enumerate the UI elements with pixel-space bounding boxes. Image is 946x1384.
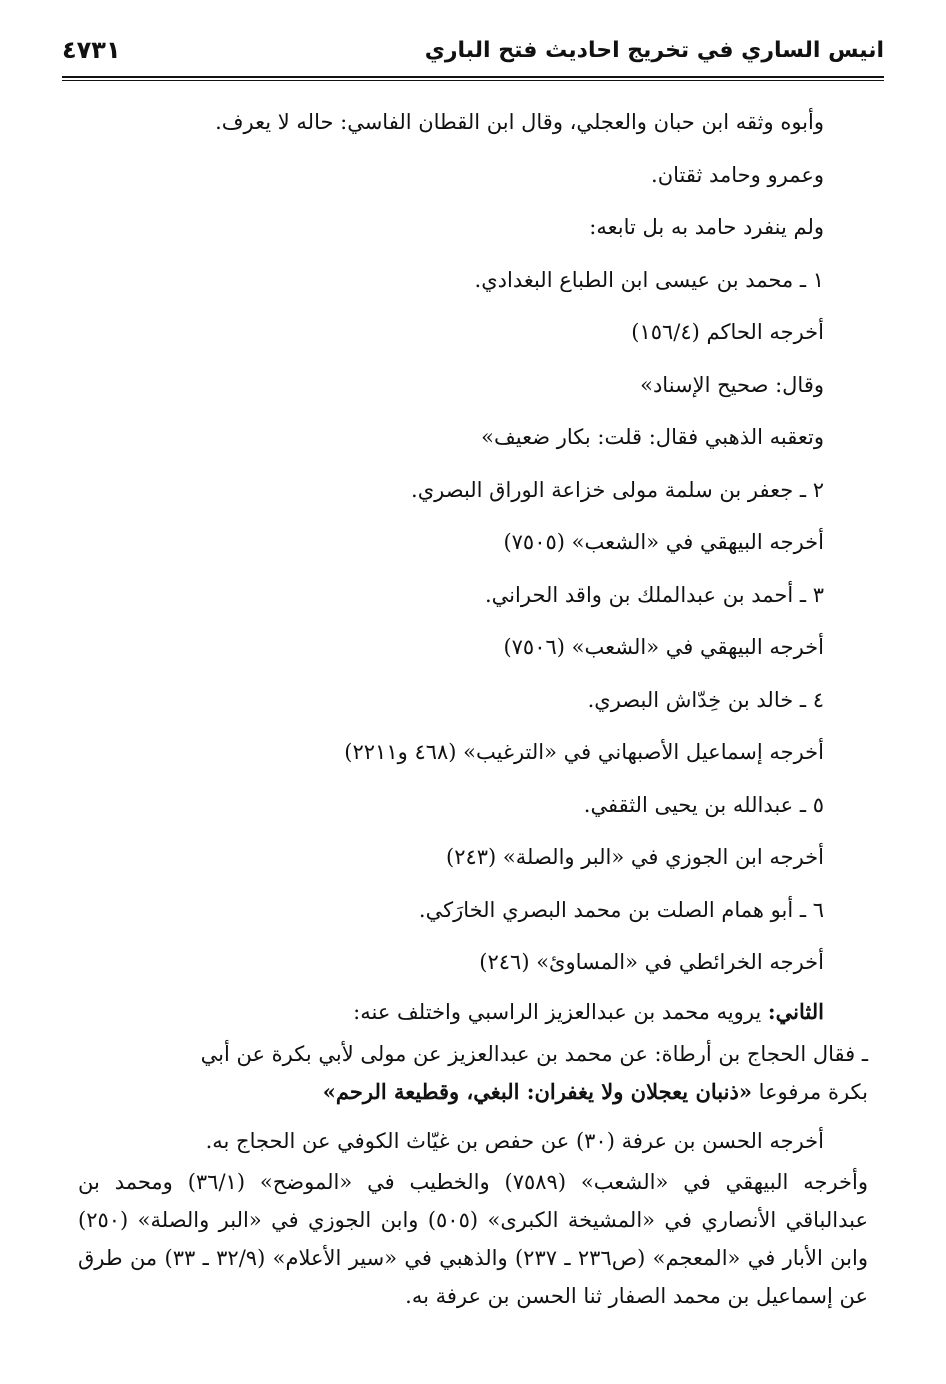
text-line: وقال: صحيح الإسناد» xyxy=(640,372,824,397)
text-line: وأبوه وثقه ابن حبان والعجلي، وقال ابن القطان الفاسي: حاله لا يعرف. xyxy=(215,110,824,134)
list-item: ٣ ـ أحمد بن عبدالملك بن واقد الحراني. xyxy=(485,582,824,607)
citation-line: أخرجه ابن الجوزي في «البر والصلة» (٢٤٣) xyxy=(445,845,824,869)
page-number: ٤٧٣١ xyxy=(62,36,121,64)
second-text: يرويه محمد بن عبدالعزيز الراسبي واختلف عنه: xyxy=(353,999,768,1024)
hasan-line: أخرجه الحسن بن عرفة (٣٠) عن حفص بن غيّاث الكوفي عن الحجاج به. xyxy=(205,1128,824,1153)
hadith-text: «ذنبان يعجلان ولا يغفران: البغي، وقطيعة الرحم» xyxy=(322,1078,752,1104)
citation-line: أخرجه البيهقي في «الشعب» (٧٥٠٥) xyxy=(503,530,824,554)
citation-line: أخرجه البيهقي في «الشعب» (٧٥٠٦) xyxy=(503,635,824,659)
list-item: ٤ ـ خالد بن خِدّاش البصري. xyxy=(587,687,824,712)
citation-line: أخرجه إسماعيل الأصبهاني في «الترغيب» (٤٦٨ و٢٢١١) xyxy=(344,740,824,764)
citation-line: أخرجه الخرائطي في «المساوئ» (٢٤٦) xyxy=(479,950,824,974)
second-route-line xyxy=(78,989,824,1035)
running-title: انيس الساري في تخريج احاديث فتح الباري xyxy=(424,38,884,63)
hajjaj-line-2 xyxy=(78,1073,868,1111)
list-item: ٦ ـ أبو همام الصلت بن محمد البصري الخارَكي. xyxy=(418,897,824,922)
final-paragraph: وأخرجه البيهقي في «الشعب» (٧٥٨٩) والخطيب في «الموضح» (٣٦/١) ومحمد بن عبدالباقي الأنصاري في «المشيخة الكبرى» (٥٠٥) وابن الجوزي في «البر والصلة» (٢٥٠) وابن الأبار في «المعجم» (ص٢٣٦ ـ ٢٣٧) والذهبي في «سير الأعلام» (٣٢/٩ ـ ٣٣) من طرق عن إسماعيل بن محمد الصفار ثنا الحسن بن عرفة به. xyxy=(78,1169,868,1308)
text-line: وتعقبه الذهبي فقال: قلت: بكار ضعيف» xyxy=(481,425,824,449)
list-item: ١ ـ محمد بن عيسى ابن الطباع البغدادي. xyxy=(474,267,824,292)
text-line: ولم ينفرد حامد به بل تابعه: xyxy=(589,215,824,239)
hajjaj-line-1: ـ فقال الحجاج بن أرطاة: عن محمد بن عبدالعزيز عن مولى لأبي بكرة عن أبي xyxy=(200,1041,868,1066)
list-item: ٢ ـ جعفر بن سلمة مولى خزاعة الوراق البصري. xyxy=(411,477,824,502)
text-line: وعمرو وحامد ثقتان. xyxy=(651,162,824,187)
second-label: الثاني: xyxy=(767,998,824,1024)
header-rule xyxy=(62,76,884,81)
page-body xyxy=(78,96,868,1315)
list-item: ٥ ـ عبدالله بن يحيى الثقفي. xyxy=(583,792,824,817)
citation-line: أخرجه الحاكم (١٥٦/٤) xyxy=(631,320,824,344)
hadith-prefix: بكرة مرفوعا xyxy=(751,1079,868,1104)
page-header xyxy=(62,30,884,74)
